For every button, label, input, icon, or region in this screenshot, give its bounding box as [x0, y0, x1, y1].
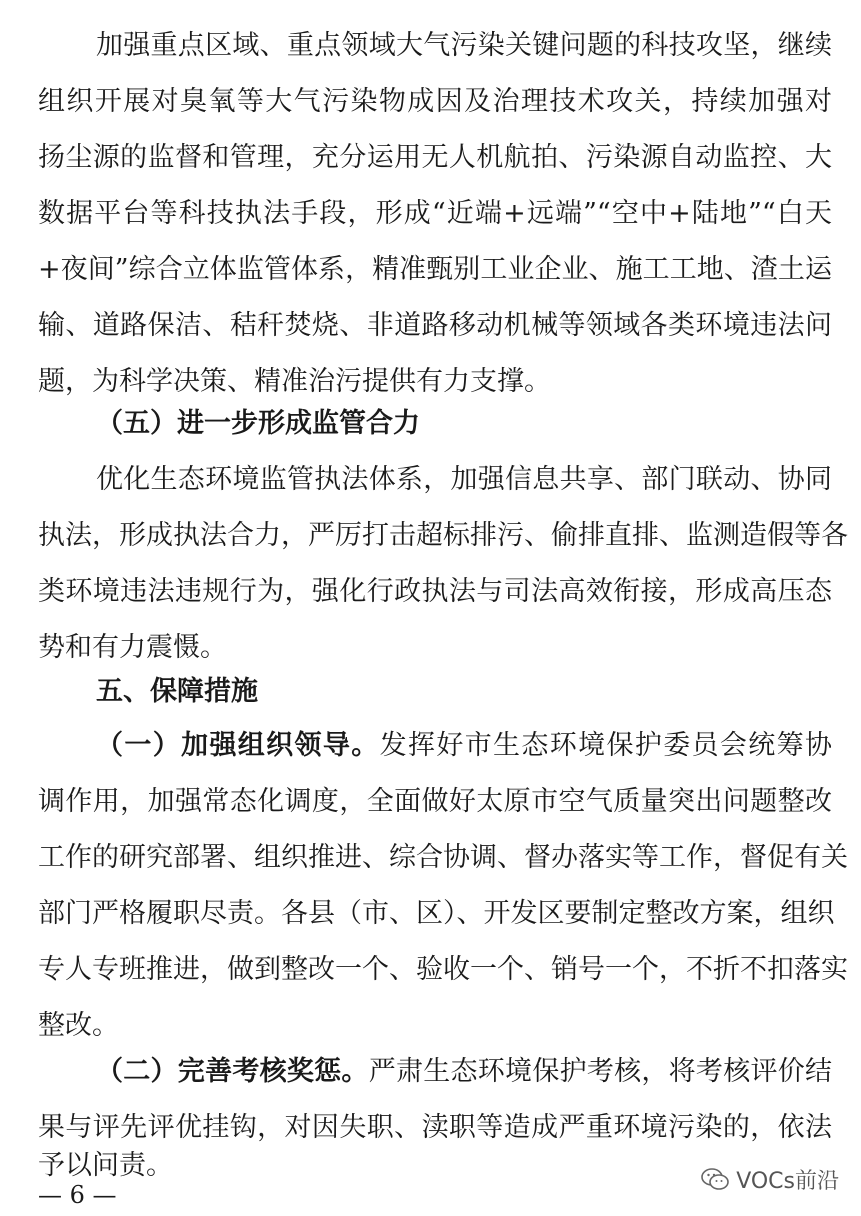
paragraph-line: 类环境违法违规行为，强化行政执法与司法高效衔接，形成高压态 [38, 576, 832, 607]
item-text: 严肃生态环境保护考核，将考核评价结 [368, 1056, 833, 1087]
paragraph-line: 调作用，加强常态化调度，全面做好太原市空气质量突出问题整改 [38, 786, 832, 817]
paragraph-line: 整改。 [38, 1010, 119, 1041]
paragraph-line: 组织开展对臭氧等大气污染物成因及治理技术攻关，持续加强对 [38, 86, 832, 117]
item-text: 发挥好市生态环境保护委员会统筹协 [379, 730, 833, 761]
paragraph-line: 予以问责。 [38, 1150, 173, 1181]
paragraph-line: 加强重点区域、重点领域大气污染关键问题的科技攻坚，继续 [96, 30, 832, 61]
paragraph-line: 专人专班推进，做到整改一个、验收一个、销号一个，不折不扣落实 [38, 954, 848, 985]
paragraph-line: 扬尘源的监督和管理，充分运用无人机航拍、污染源自动监控、大 [38, 142, 832, 173]
wechat-icon [700, 1167, 730, 1193]
paragraph-line: 势和有力震慑。 [38, 632, 227, 663]
paragraph-line: 工作的研究部署、组织推进、综合协调、督办落实等工作，督促有关 [38, 842, 848, 873]
paragraph-line: 数据平台等科技执法手段，形成“近端+远端”“空中+陆地”“白天 [38, 198, 832, 229]
section-heading: 五、保障措施 [96, 676, 258, 707]
paragraph-line: +夜间”综合立体监管体系，精准甄别工业企业、施工工地、渣土运 [38, 254, 832, 285]
item-label: （一）加强组织领导。 [96, 730, 380, 761]
paragraph-line: 输、道路保洁、秸秆焚烧、非道路移动机械等领域各类环境违法问 [38, 310, 832, 341]
page-number: — 6 — [38, 1181, 117, 1209]
subheading: （五）进一步形成监管合力 [96, 408, 420, 439]
paragraph-line: 果与评先评优挂钩，对因失职、渎职等造成严重环境污染的，依法 [38, 1112, 832, 1143]
paragraph-line: 题，为科学决策、精准治污提供有力支撑。 [38, 366, 551, 397]
item-first-line [96, 1054, 832, 1090]
item-first-line [96, 728, 832, 764]
watermark [700, 1164, 839, 1195]
item-label: （二）完善考核奖惩。 [96, 1056, 369, 1087]
paragraph-line: 执法，形成执法合力，严厉打击超标排污、偷排直排、监测造假等各 [38, 520, 848, 551]
paragraph-line: 优化生态环境监管执法体系，加强信息共享、部门联动、协同 [96, 464, 832, 495]
watermark-text: VOCs前沿 [736, 1169, 839, 1194]
paragraph-line: 部门严格履职尽责。各县（市、区）、开发区要制定整改方案，组织 [38, 898, 835, 929]
